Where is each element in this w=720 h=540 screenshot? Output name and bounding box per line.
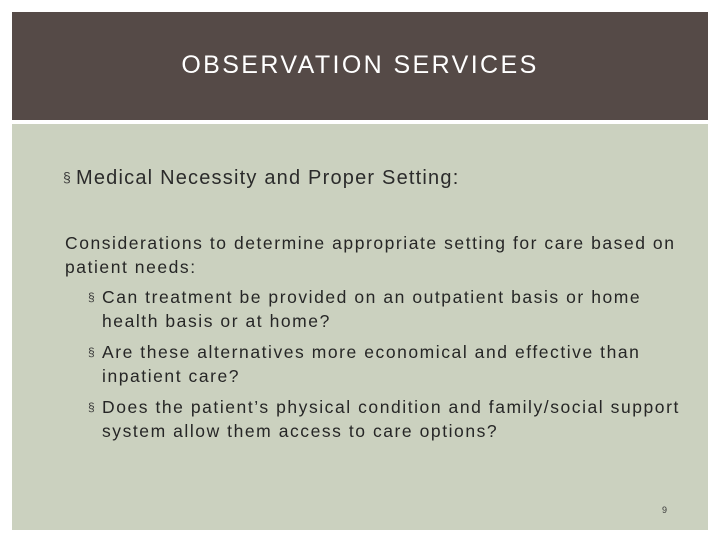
- sub-bullet-text: Are these alternatives more economical and effective than inpatient care?: [102, 342, 641, 386]
- intro-paragraph: Considerations to determine appropriate setting for care based on patient needs:: [65, 233, 676, 277]
- page-number: 9: [662, 505, 668, 515]
- square-bullet-icon: §: [88, 290, 97, 304]
- list-item: [88, 285, 698, 333]
- square-bullet-icon: §: [88, 400, 97, 414]
- sub-bullet-list: [88, 285, 698, 450]
- title-bar: [12, 12, 708, 120]
- main-bullet: [63, 167, 459, 190]
- list-item: [88, 340, 698, 388]
- sub-bullet-text: Can treatment be provided on an outpatient basis or home health basis or at home?: [102, 287, 642, 331]
- slide-title: OBSERVATION SERVICES: [181, 50, 539, 79]
- square-bullet-icon: §: [88, 345, 97, 359]
- main-bullet-text: Medical Necessity and Proper Setting:: [76, 167, 460, 189]
- square-bullet-icon: §: [63, 169, 72, 185]
- list-item: [88, 395, 698, 443]
- sub-bullet-text: Does the patient’s physical condition and family/social support system allow them access to care options?: [102, 397, 680, 441]
